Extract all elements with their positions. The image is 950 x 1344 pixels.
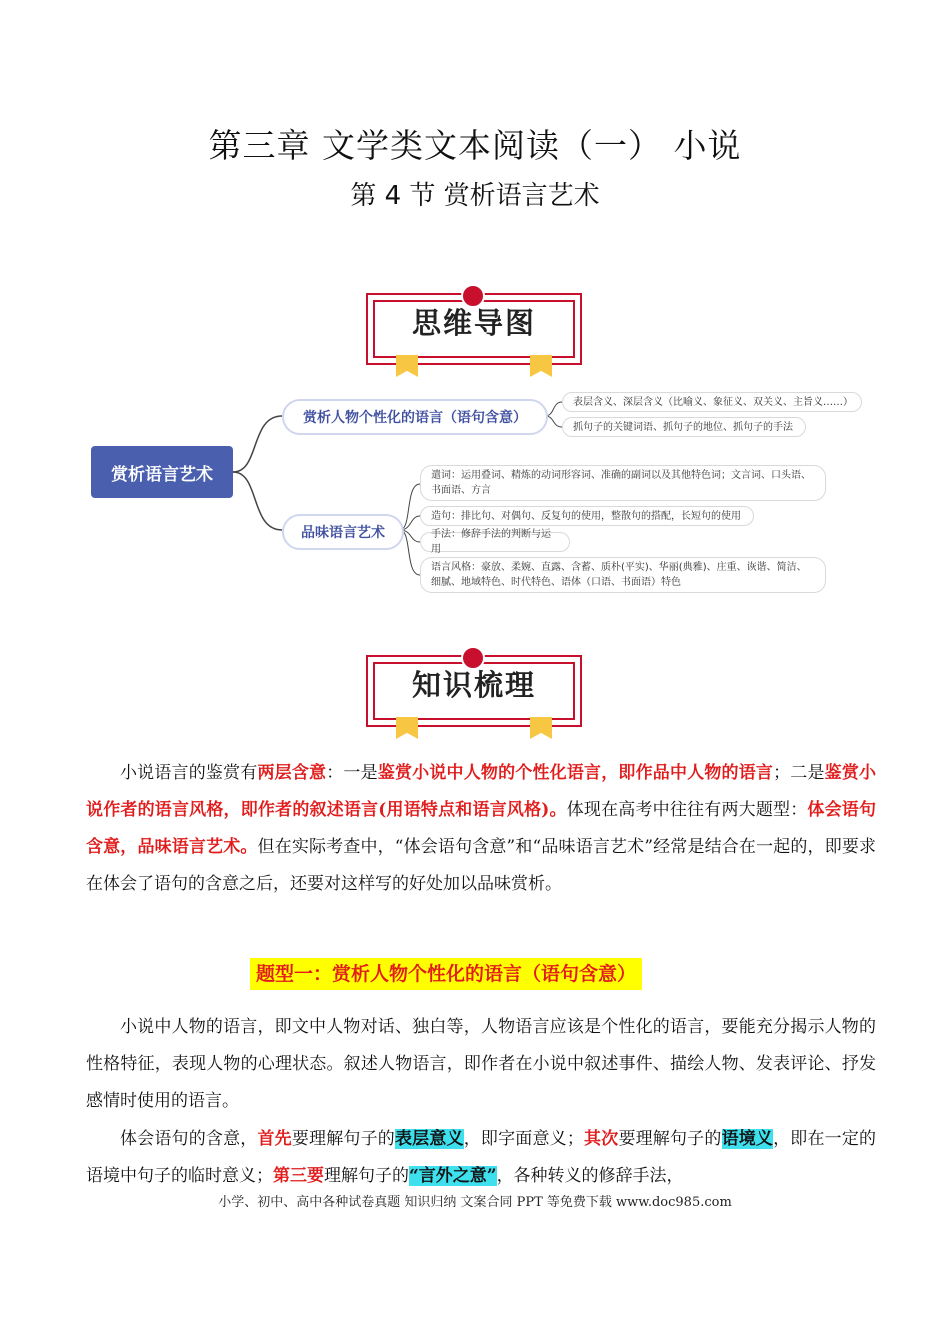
banner-label: 知识梳理 (411, 668, 536, 702)
highlight: 表层意义 (395, 1129, 464, 1149)
emphasis: 鉴赏小说作者的语言风格，即作者的叙述语言(用语特点和语言风格)。 (86, 763, 877, 820)
emphasis: 鉴赏小说中人物的个性化语言，即作品中人物的语言 (377, 763, 774, 783)
emphasis: 首先 (257, 1129, 292, 1149)
ribbon-left-icon (396, 717, 418, 739)
mindmap-leaf: 抓句子的关键词语、抓句子的地位、抓句子的手法 (562, 417, 806, 437)
text: 要理解句子的 (291, 1129, 395, 1149)
text: ：一是 (326, 763, 378, 783)
body-paragraph: 小说中人物的语言，即文中人物对话、独白等，人物语言应该是个性化的语言，要能充分揭示人物的性格特征，表现人物的心理状态。叙述人物语言，即作者在小说中叙述事件、描绘人物、发表评论、抒发感情时使用的语言。 (86, 1017, 876, 1111)
text: 但在实际考查中，“体会语句含意”和“品味语言艺术”经常是结合在一起的，即要求在体会了语句的含意之后，还要对这样写的好处加以品味赏析。 (86, 837, 877, 894)
text: 体现在高考中往往有两大题型： (566, 800, 808, 820)
body-paragraph (86, 1121, 876, 1195)
text: ，即在一定的语境中句子的临时意义； (86, 1129, 877, 1186)
text: 理解句子的 (324, 1166, 409, 1186)
highlight: 语境义 (721, 1129, 774, 1149)
emphasis: 两层含意 (257, 763, 327, 783)
mindmap-leaf: 造句：排比句、对偶句、反复句的使用，整散句的搭配，长短句的使用 (420, 506, 754, 526)
mindmap-leaf: 语言风格：豪放、柔婉、直露、含蓄、质朴(平实)、华丽(典雅)、庄重、诙谐、简洁、细腻、地域特色、时代特色、语体（口语、书面语）特色 (420, 557, 826, 593)
banner-label: 思维导图 (411, 306, 536, 340)
section-heading: 题型一：赏析人物个性化的语言（语句含意） (250, 958, 642, 990)
text: ，各种转义的修辞手法， (496, 1166, 684, 1186)
text: 小说语言的鉴赏有 (120, 763, 258, 783)
emphasis: 体会语句含意，品味语言艺术。 (86, 800, 877, 857)
mindmap-leaf: 手法：修辞手法的判断与运用 (420, 532, 570, 552)
text: ；二是 (773, 763, 825, 783)
text: 体会语句的含意， (120, 1129, 258, 1149)
mindmap-leaf: 表层含义、深层含义（比喻义、象征义、双关义、主旨义……） (562, 392, 862, 412)
ribbon-right-icon (530, 717, 552, 739)
mindmap-root-node: 赏析语言艺术 (91, 446, 233, 498)
intro-paragraph (86, 755, 876, 903)
highlight: “言外之意” (409, 1166, 497, 1186)
mindmap-branch-2: 品味语言艺术 (282, 514, 404, 550)
emphasis: 其次 (583, 1129, 619, 1149)
mindmap-leaf: 遣词：运用叠词、精炼的动词形容词、准确的副词以及其他特色词；文言词、口头语、书面语、方言 (420, 465, 826, 501)
text: 要理解句子的 (618, 1129, 722, 1149)
section-title: 第 4 节 赏析语言艺术 (350, 181, 600, 211)
knowledge-banner (366, 655, 582, 741)
emphasis: 第三要 (273, 1166, 324, 1186)
mindmap-branch-1: 赏析人物个性化的语言（语句含意） (282, 399, 548, 435)
text: ，即字面意义； (463, 1129, 584, 1149)
page-footer: 小学、初中、高中各种试卷真题 知识归纳 文案合同 PPT 等免费下载 www.doc985.com (218, 1195, 732, 1210)
chapter-title: 第三章 文学类文本阅读（一） 小说 (208, 126, 742, 165)
